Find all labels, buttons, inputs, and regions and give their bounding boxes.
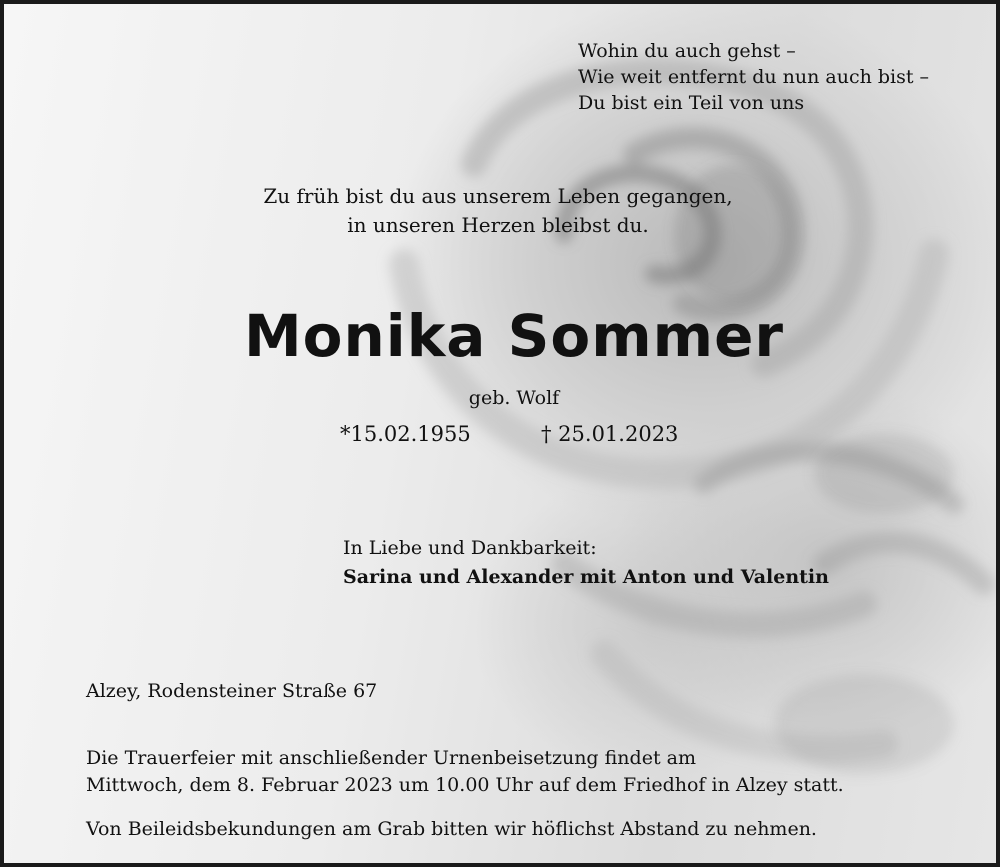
motto-line-1: Zu früh bist du aus unserem Leben gegangen, (263, 184, 733, 208)
mourners-block (343, 534, 829, 592)
funeral-line-1: Die Trauerfeier mit anschließender Urnenbeisetzung findet am (86, 747, 696, 769)
maiden-name-text: geb. Wolf (468, 387, 560, 409)
poem-line-1: Wohin du auch gehst – (578, 40, 796, 62)
condolence-note: Von Beileidsbekundungen am Grab bitten wir höflichst Abstand zu nehmen. (86, 818, 817, 840)
rose-background-image (4, 4, 1000, 867)
birth-date: *15.02.1955 (340, 422, 471, 446)
mourners-names: Sarina und Alexander mit Anton und Valentin (343, 566, 829, 588)
deceased-name-text: Monika Sommer (243, 302, 785, 370)
maiden-name (4, 387, 1000, 409)
poem-line-3: Du bist ein Teil von uns (578, 92, 805, 114)
deceased-name (4, 300, 1000, 372)
poem-line-2: Wie weit entfernt du nun auch bist – (578, 66, 930, 88)
death-date: † 25.01.2023 (541, 422, 679, 446)
family-address: Alzey, Rodensteiner Straße 67 (86, 680, 378, 702)
mourners-intro: In Liebe und Dankbarkeit: (343, 537, 597, 559)
poem-verse (578, 38, 929, 116)
memorial-motto (4, 182, 1000, 240)
motto-line-2: in unseren Herzen bleibst du. (347, 213, 649, 237)
funeral-info (86, 745, 844, 799)
funeral-line-2: Mittwoch, dem 8. Februar 2023 um 10.00 Uhr auf dem Friedhof in Alzey statt. (86, 774, 844, 796)
